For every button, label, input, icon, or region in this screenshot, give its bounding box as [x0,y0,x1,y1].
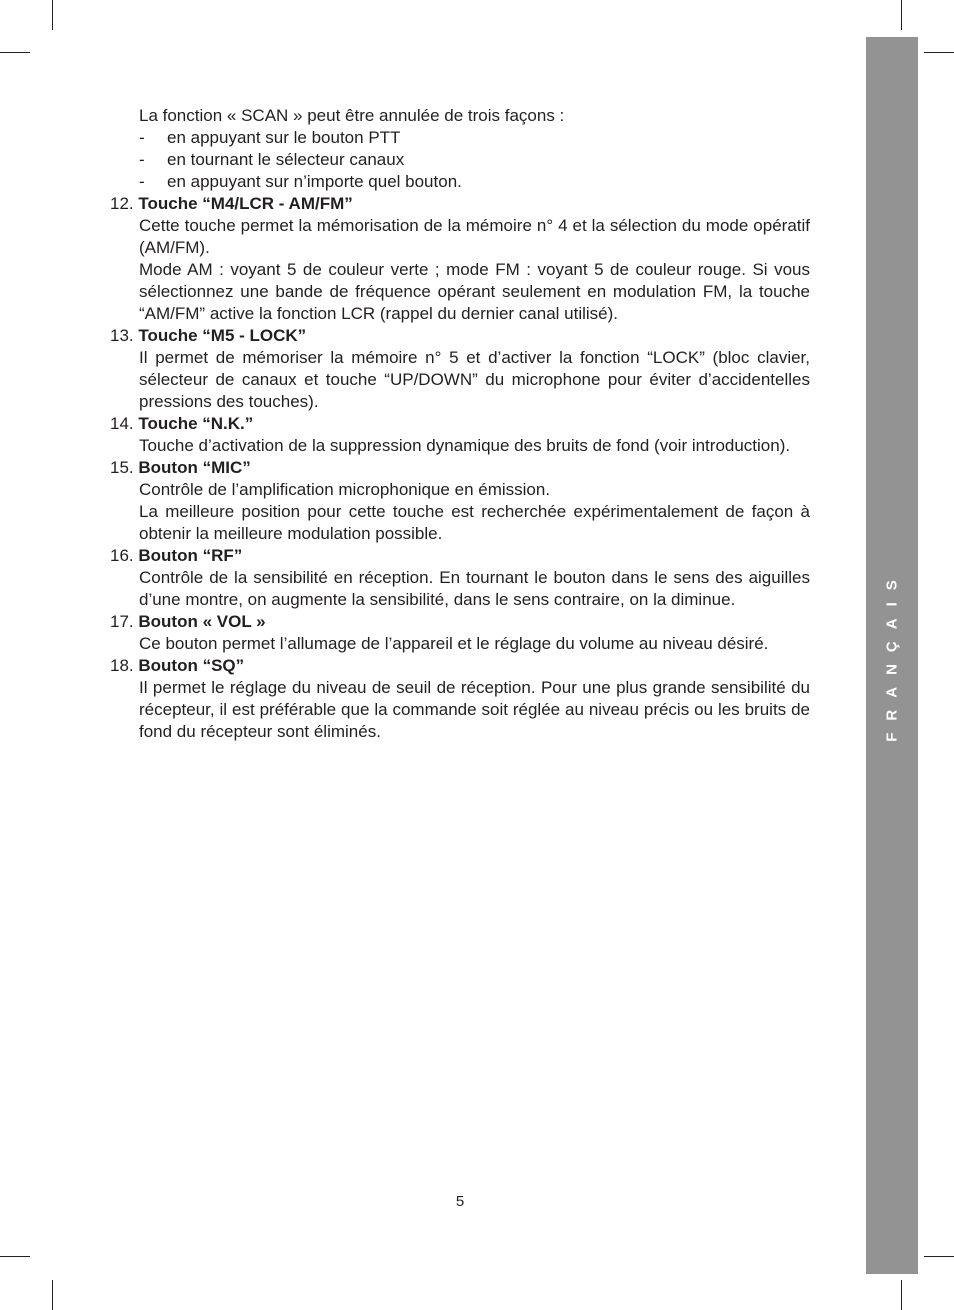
item-14 [110,413,810,457]
item-paragraph: Touche d’activation de la suppression dynamique des bruits de fond (voir introduction). [139,436,791,455]
item-17 [110,611,810,655]
item-number: 13. [110,326,134,345]
item-paragraph: Cette touche permet la mémorisation de la mémoire n° 4 et la sélection du mode opératif (AM/FM). [139,216,810,257]
item-paragraph: Ce bouton permet l’allumage de l’appareil et le réglage du volume au niveau désiré. [139,634,769,653]
item-12 [110,193,810,325]
scan-cancel-list [110,127,810,193]
item-title: Bouton « VOL » [138,612,266,631]
item-number: 14. [110,414,134,433]
item-number: 16. [110,546,134,565]
item-number: 17. [110,612,134,631]
item-paragraph: La meilleure position pour cette touche est recherchée expérimentalement de façon à obtenir la meilleure modulation possible. [139,502,810,543]
item-number: 15. [110,458,134,477]
crop-mark-top-left-h [0,52,30,53]
crop-mark-bottom-left-h [0,1256,30,1257]
item-paragraph: Mode AM : voyant 5 de couleur verte ; mode FM : voyant 5 de couleur rouge. Si vous sélectionnez une bande de fréquence opérant seulement en modulation FM, la touche “AM/FM” active la fonction LCR (rappel du dernier canal utilisé). [139,260,810,323]
crop-mark-top-right-h [924,52,954,53]
crop-mark-bottom-left [52,1280,53,1310]
item-title: Bouton “RF” [138,546,243,565]
crop-mark-bottom-right-h [924,1256,954,1257]
list-item: - en tournant le sélecteur canaux [139,150,405,169]
item-15 [110,457,810,545]
item-number: 12. [110,194,134,213]
item-number: 18. [110,656,134,675]
crop-mark-top-left [52,0,53,30]
item-16 [110,545,810,611]
language-label: FRANÇAIS [883,568,901,742]
crop-mark-bottom-right [901,1280,902,1310]
page-number: 5 [455,1193,465,1210]
item-paragraph: Il permet de mémoriser la mémoire n° 5 et d’activer la fonction “LOCK” (bloc clavier, sélecteur de canaux et touche “UP/DOWN” du microphone pour éviter d’accidentelles pressions des touches). [139,348,810,411]
item-paragraph: Il permet le réglage du niveau de seuil de réception. Pour une plus grande sensibilité du récepteur, il est préférable que la commande soit réglée au niveau précis ou les bruits de fond du récepteur sont éliminés. [139,678,810,741]
crop-mark-top-right [901,0,902,30]
list-item: - en appuyant sur n’importe quel bouton. [139,172,462,191]
item-title: Bouton “MIC” [138,458,251,477]
item-paragraph: Contrôle de la sensibilité en réception. En tournant le bouton dans le sens des aiguilles d’une montre, on augmente la sensibilité, dans le sens contraire, on la diminue. [139,568,810,609]
scan-intro: La fonction « SCAN » peut être annulée de trois façons : [139,106,565,125]
list-item: - en appuyant sur le bouton PTT [139,128,401,147]
item-title: Bouton “SQ” [138,656,245,675]
item-title: Touche “M5 - LOCK” [138,326,307,345]
item-title: Touche “M4/LCR - AM/FM” [138,194,353,213]
item-13 [110,325,810,413]
item-title: Touche “N.K.” [138,414,254,433]
item-18 [110,655,810,743]
item-paragraph: Contrôle de l’amplification microphonique en émission. [139,480,551,499]
document-body [110,105,810,743]
